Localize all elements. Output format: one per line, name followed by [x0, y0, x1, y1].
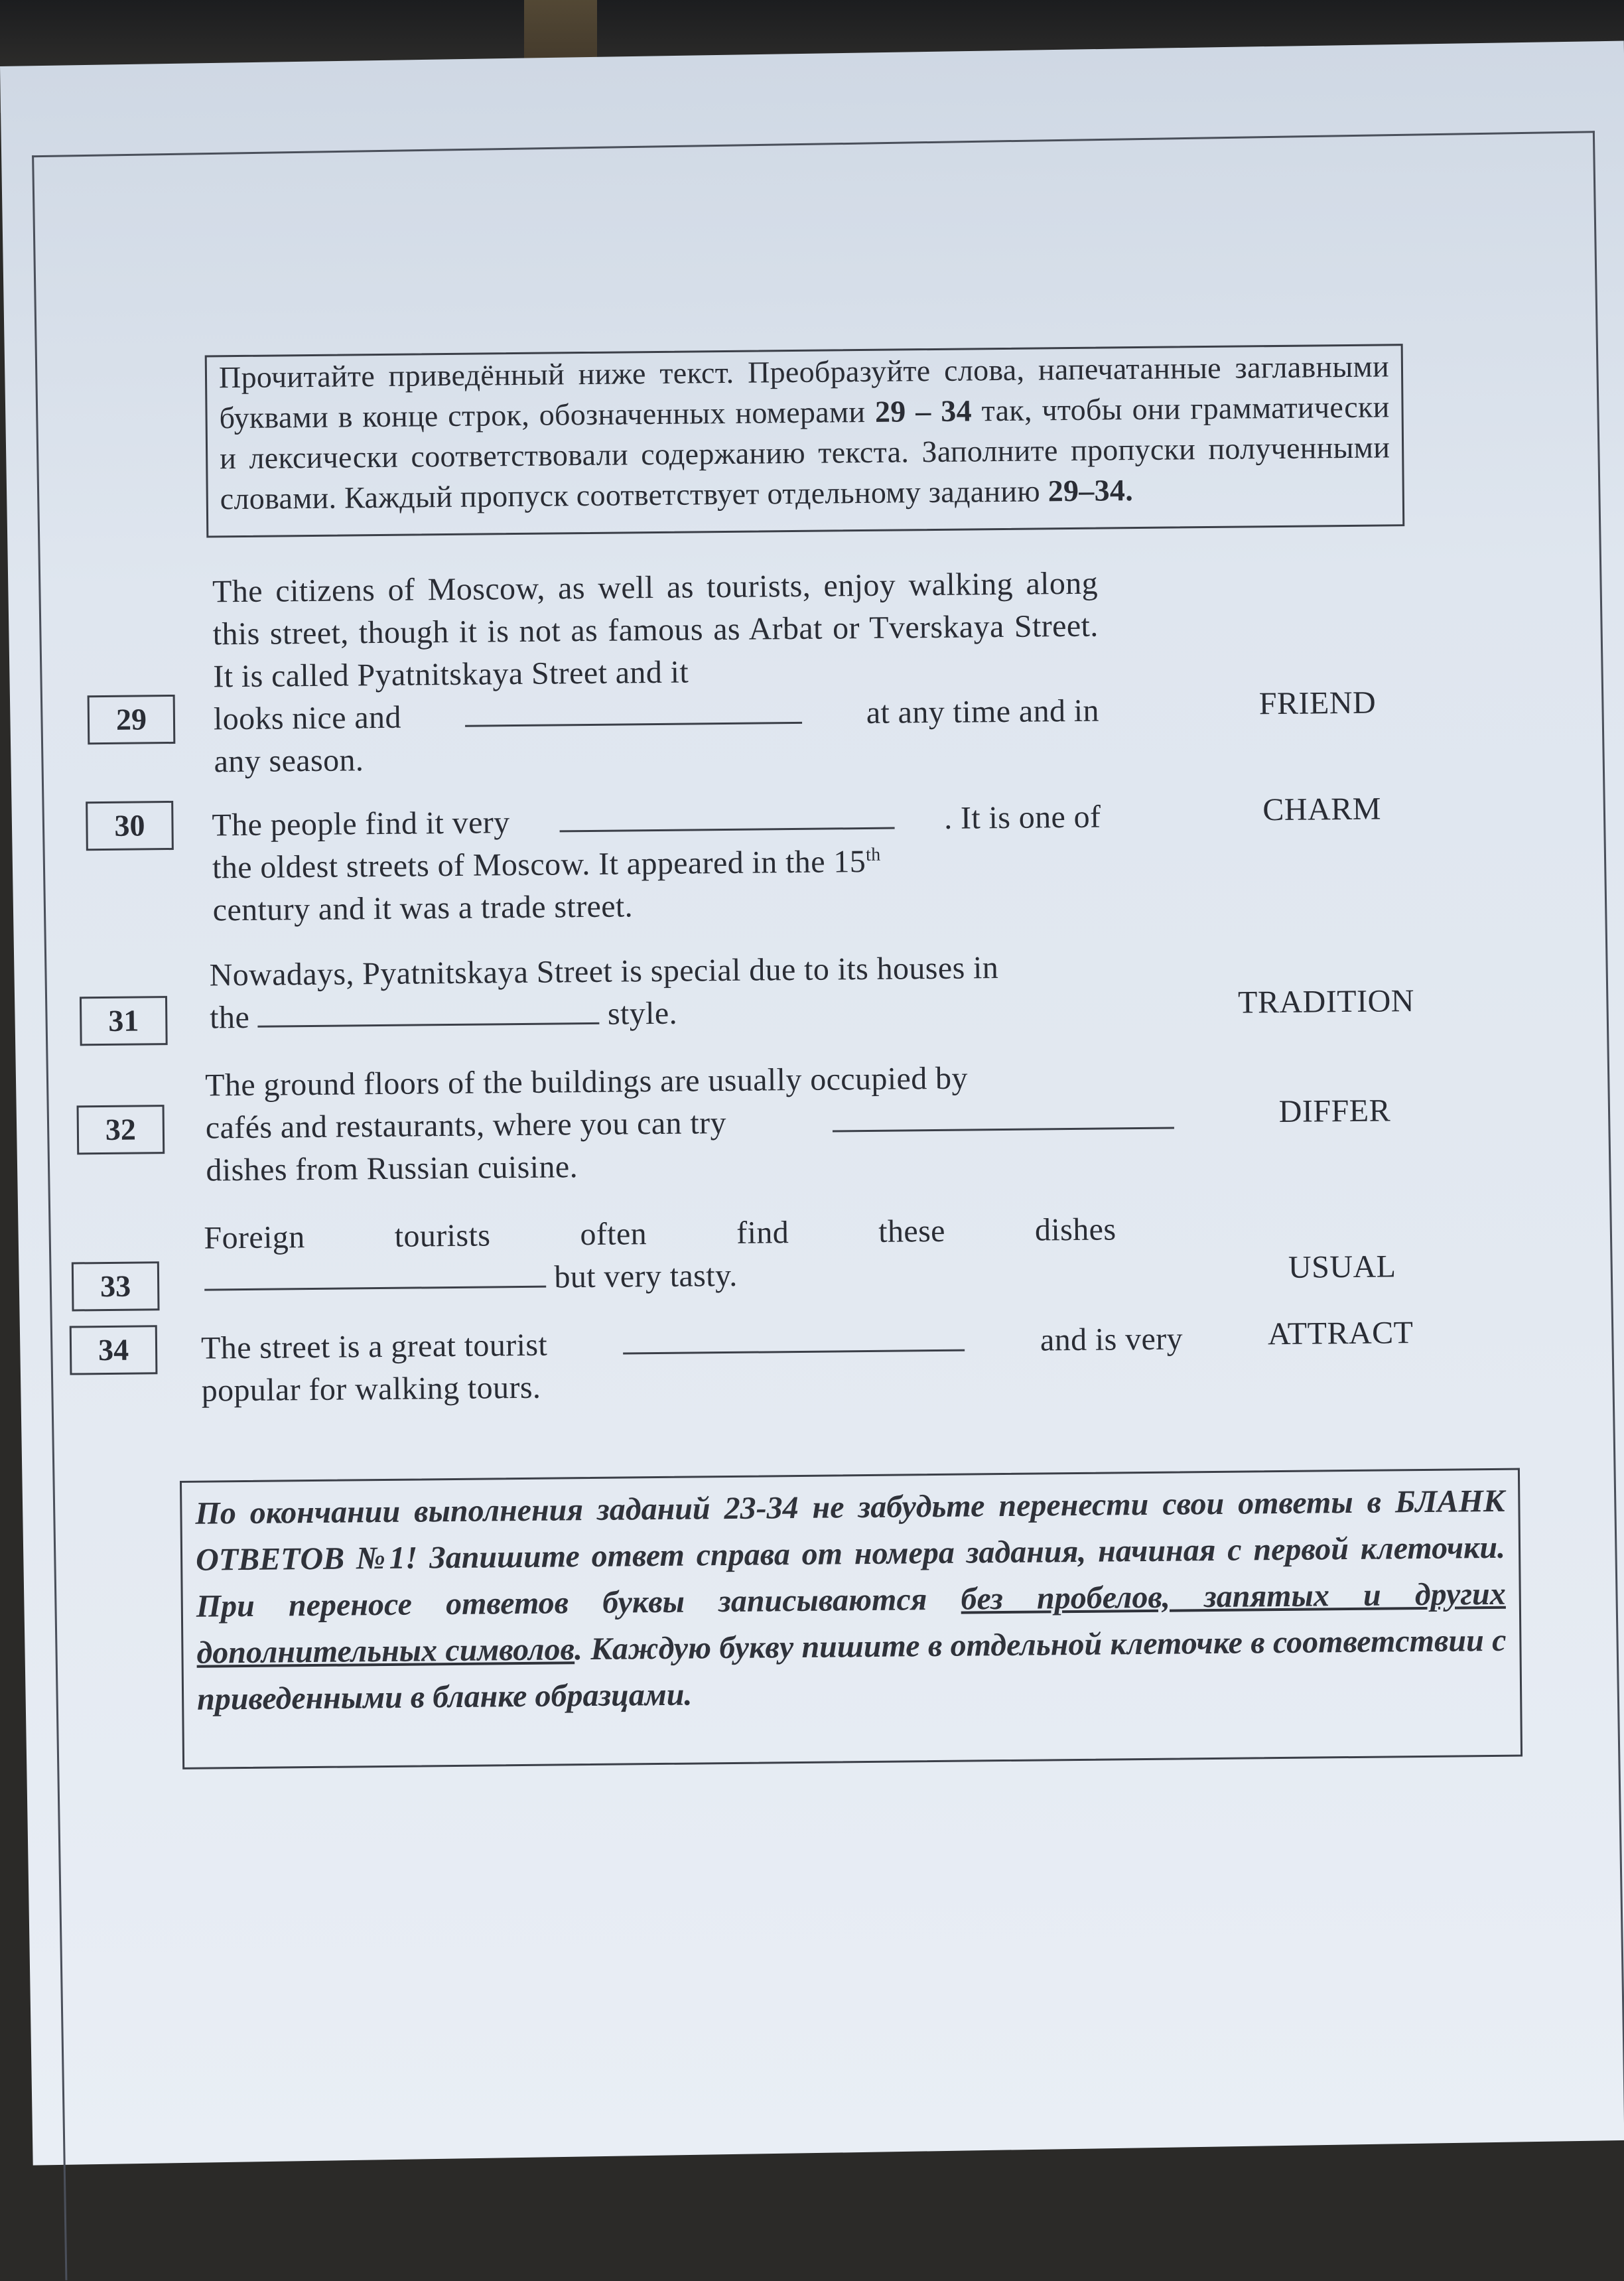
- task-31-blank[interactable]: [257, 993, 599, 1028]
- task-30-line3: century and it was a trade street.: [212, 888, 634, 928]
- task-34-continuation: popular for walking tours.: [201, 1369, 541, 1409]
- task-29-keyword: FRIEND: [1258, 685, 1377, 722]
- reminder-text: По окончании выполнения заданий 23-34 не забудьте перенести свои ответы в БЛАНК ОТВЕТОВ №1! Запишите ответ справа от номера задания, начиная с первой клеточки. При переносе ответов буквы записываются: [195, 1483, 1506, 1624]
- task-29-after: at any time and in: [866, 693, 1100, 730]
- instruction-range-end: 29–34.: [1048, 473, 1134, 508]
- task-29-before: looks nice and: [213, 699, 402, 737]
- task-number-34: 34: [70, 1325, 158, 1375]
- task-33-keyword: USUAL: [1288, 1249, 1396, 1285]
- task-34-keyword: ATTRACT: [1267, 1315, 1414, 1352]
- task-number-33: 33: [72, 1261, 160, 1311]
- task-31-line1: Nowadays, Pyatnitskaya Street is special due to its houses in: [209, 950, 999, 993]
- task-33-text: [204, 1208, 1116, 1302]
- task-33-word-4: find: [736, 1215, 789, 1251]
- task-number-32: 32: [77, 1105, 165, 1154]
- task-33-word-3: often: [580, 1216, 647, 1253]
- task-33-blank[interactable]: [204, 1257, 546, 1291]
- task-34-before: The street is a great tourist: [200, 1327, 548, 1366]
- task-32-continuation: dishes from Russian cuisine.: [206, 1149, 578, 1188]
- task-33-word-5: these: [878, 1213, 946, 1249]
- task-31-before: the: [210, 999, 250, 1036]
- task-number-30: 30: [86, 801, 174, 851]
- reminder-box: [180, 1468, 1522, 1769]
- task-33-after: but very tasty.: [554, 1257, 738, 1295]
- reminder-text-cont: . Каждую букву пишите в отдельной клеточке в соответствии с приведенными в бланке образцами.: [196, 1622, 1507, 1717]
- task-31-after: style.: [607, 995, 678, 1032]
- task-30-line2: the oldest streets of Moscow. It appeared in the 15: [212, 843, 866, 886]
- task-32-text: [205, 1056, 1175, 1192]
- instruction-text-cont: так, чтобы они грамматически и лексически соответствовали содержанию текста. Заполните пропуски полученными словами. Каждый пропуск соответствует отдельному заданию: [219, 389, 1390, 516]
- task-32-line1: The ground floors of the buildings are usually occupied by: [205, 1060, 969, 1103]
- task-30-keyword: CHARM: [1262, 791, 1382, 828]
- task-30-after: . It is one of: [943, 799, 1101, 836]
- instruction-box: [205, 344, 1405, 537]
- reminder-underlined: без пробелов, запятых и других дополнительных символов: [196, 1576, 1506, 1671]
- task-32-keyword: DIFFER: [1278, 1093, 1391, 1130]
- intro-text: The citizens of Moscow, as well as tourists, enjoy walking along this street, though it is not as famous as Arbat or Tverskaya Street. It is called Pyatnitskaya Street and it: [212, 565, 1099, 695]
- task-34-blank[interactable]: [623, 1320, 965, 1355]
- instruction-text: Прочитайте приведённый ниже текст. Преобразуйте слова, напечатанные заглавными буквами в конце строк, обозначенных номерами: [218, 349, 1390, 435]
- task-30-blank[interactable]: [559, 798, 894, 833]
- task-number-29: 29: [88, 695, 176, 744]
- task-30-text: [212, 796, 1102, 932]
- task-29-continuation: any season.: [214, 742, 364, 780]
- task-34-after: and is very: [1040, 1321, 1184, 1358]
- task-33-word-2: tourists: [394, 1217, 491, 1254]
- instruction-range: 29 – 34: [874, 393, 973, 429]
- task-32-blank[interactable]: [833, 1098, 1174, 1133]
- task-30-before: The people find it very: [212, 805, 510, 843]
- task-29-blank[interactable]: [465, 693, 802, 727]
- passage-intro: [212, 563, 1099, 699]
- task-34-text: [201, 1318, 1184, 1412]
- task-32-before: cafés and restaurants, where you can try: [205, 1105, 727, 1146]
- task-30-sup: th: [865, 844, 881, 865]
- task-number-31: 31: [80, 996, 168, 1046]
- task-29-text: [214, 690, 1100, 784]
- task-33-word-1: Foreign: [204, 1219, 305, 1256]
- task-31-text: [209, 945, 1172, 1040]
- task-31-keyword: TRADITION: [1237, 983, 1415, 1020]
- task-33-word-6: dishes: [1034, 1211, 1116, 1248]
